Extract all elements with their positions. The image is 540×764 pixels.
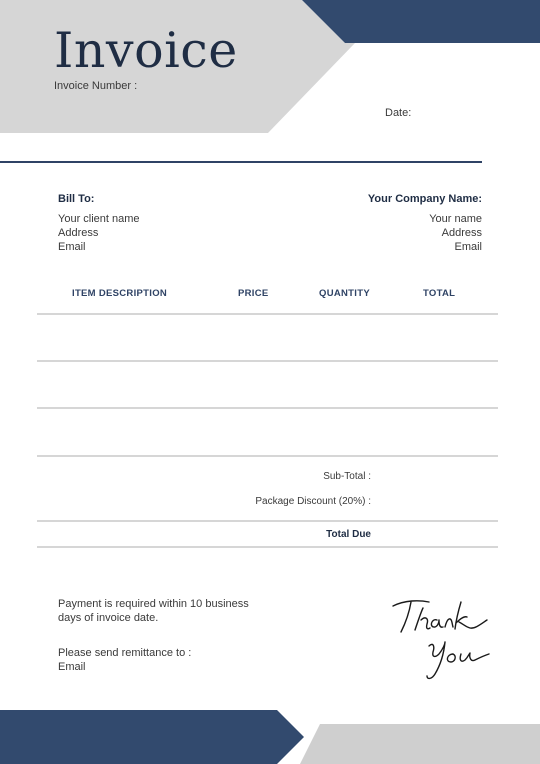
thank-you-signature [385, 594, 495, 684]
payment-note [58, 599, 249, 624]
discount-label: Package Discount (20%) : [255, 496, 371, 507]
totals-divider [37, 520, 498, 522]
table-row-divider [37, 455, 498, 457]
client-email: Email [58, 241, 86, 253]
totals-divider [37, 546, 498, 548]
table-row-divider [37, 407, 498, 409]
table-row-divider [37, 360, 498, 362]
payment-note-line: days of invoice date. [58, 612, 159, 624]
bill-to-heading: Bill To: [58, 193, 95, 205]
company-email: Email [454, 241, 482, 253]
footer-navy-shape [0, 710, 304, 764]
company-address: Address [441, 227, 482, 239]
subtotal-label: Sub-Total : [323, 471, 371, 482]
remittance-email: Email [58, 661, 86, 673]
column-header-total: TOTAL [423, 288, 456, 299]
company-block [282, 194, 482, 253]
client-address: Address [58, 227, 99, 239]
column-header-price: PRICE [238, 288, 269, 299]
invoice-number-label: Invoice Number : [54, 80, 138, 92]
remittance-note [58, 648, 191, 673]
remittance-label: Please send remittance to : [58, 647, 192, 659]
column-header-quantity: QUANTITY [319, 288, 370, 299]
column-header-item-description: ITEM DESCRIPTION [72, 288, 168, 299]
footer-gray-shape [300, 724, 540, 764]
payment-note-line: Payment is required within 10 business [58, 598, 249, 610]
signature-text: Thank You [385, 594, 390, 595]
company-contact-name: Your name [429, 213, 482, 225]
header-divider [0, 161, 482, 163]
company-heading: Your Company Name: [367, 193, 482, 205]
total-due-label: Total Due [326, 529, 371, 540]
client-name: Your client name [58, 213, 140, 225]
bill-to-block [58, 194, 140, 253]
date-label: Date: [385, 107, 412, 119]
table-row-divider [37, 313, 498, 315]
invoice-title: Invoice [54, 22, 238, 79]
